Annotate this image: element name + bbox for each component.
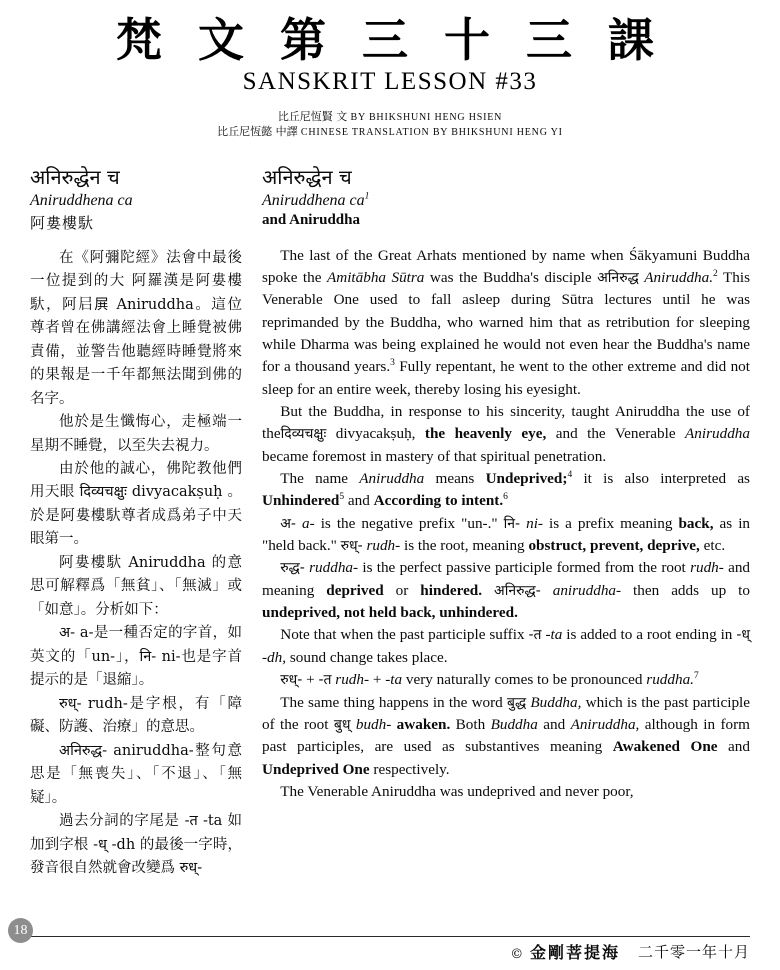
masthead bbox=[30, 10, 750, 141]
footer-issue-date: 二千零一年十月 bbox=[637, 942, 750, 961]
chinese-text-block bbox=[30, 247, 242, 881]
footer-divider bbox=[30, 936, 750, 937]
footer-imprint bbox=[510, 940, 750, 963]
left-heading-devanagari: अनिरुद्धेन च bbox=[30, 164, 120, 189]
devanagari-inline: -त bbox=[528, 627, 542, 644]
column-english bbox=[258, 163, 750, 905]
byline-translator bbox=[30, 125, 750, 140]
paragraph: 過去分詞的字尾是 -त -ta 如加到字根 -ध् -dh 的最後一字時，發音很自然就會改變爲 रुध्- bbox=[30, 813, 242, 877]
devanagari-inline: रुद्ध- bbox=[280, 560, 305, 577]
paragraph: But the Buddha, in response to his sincerity, taught Aniruddha the use of theदिव्यचक्षुः divyacakṣuḥ, the heavenly eye, and the Venerable Aniruddha became foremost in mastery of that spiritual penetration. bbox=[262, 403, 750, 465]
devanagari-inline: बुध् bbox=[333, 716, 351, 733]
footnote-marker-4: 4 bbox=[567, 470, 573, 481]
footnote-marker-3: 3 bbox=[390, 358, 395, 369]
paragraph: रुद्ध- ruddha- is the perfect passive participle formed from the root rudh- and meaning deprived or hindered. अनिरुद्ध- aniruddha- then adds up to undeprived, not held back, unhindered. bbox=[262, 559, 751, 622]
byline-author-cjk: 比丘尼恆賢 文 bbox=[277, 110, 348, 124]
english-text-block bbox=[262, 245, 750, 804]
paragraph: रुध्- + -त rudh- + -ta very naturally comes to be pronounced ruddha.$^7$ bbox=[280, 671, 699, 689]
footer-journal-group bbox=[510, 940, 620, 963]
article-body bbox=[30, 163, 750, 905]
right-heading-transliteration-text: Aniruddhena ca bbox=[262, 191, 365, 209]
devanagari-inline: अनिरुद्ध- bbox=[494, 582, 541, 599]
devanagari-inline: रुध्- bbox=[280, 672, 303, 689]
paragraph: अ- a- is the negative prefix "un-." नि- ni- is a prefix meaning back, as in "held back." रुध्- rudh- is the root, meaning obstruct, prevent, deprive, etc. bbox=[262, 514, 751, 555]
devanagari-inline: -ध् bbox=[736, 627, 751, 644]
paragraph: The name Aniruddha means Undeprived;$^4$ it is also interpreted as Unhindered$^5$ and According to intent.$^6$ bbox=[262, 470, 750, 510]
footnote-marker-6: 6 bbox=[503, 492, 508, 503]
copyright-icon: © bbox=[510, 946, 524, 962]
devanagari-inline: -त bbox=[318, 672, 332, 689]
right-heading-english: and Aniruddha bbox=[262, 211, 360, 228]
devanagari-inline: अ- bbox=[280, 515, 296, 532]
devanagari-inline: दिव्यचक्षुः bbox=[280, 426, 327, 443]
footnote-marker-7: 7 bbox=[693, 671, 699, 682]
byline-translator-en: CHINESE TRANSLATION BY BHIKSHUNI HENG YI bbox=[300, 127, 563, 139]
paragraph: The Venerable Aniruddha was undeprived and never poor, bbox=[280, 782, 634, 800]
paragraph: 阿婁樓馱 Aniruddha 的意思可解釋爲「無貧」、「無滅」或「如意」。分析如下： bbox=[30, 554, 242, 618]
footer-journal-name: 金剛菩提海 bbox=[529, 942, 620, 962]
paragraph: 他於是生懺悔心，走極端一星期不睡覺，以至失去視力。 bbox=[30, 414, 242, 454]
page-number-badge: 18 bbox=[8, 918, 33, 943]
page-footer bbox=[30, 938, 750, 964]
paragraph: 在《阿彌陀經》法會中最後一位提到的大 阿羅漢是阿婁樓馱，阿𡰪𡱒 Aniruddha。這位尊者曾在佛講經法會上睡覺被佛責備，並警告他聽經時睡覺將來的果報是一千年都無法聞到佛的名字。 bbox=[30, 249, 242, 407]
paragraph: 由於他的誠心，佛陀教他們用天眼 दिव्यचक्षुः divyacakṣuḥ 。於是阿婁樓馱尊者成爲弟子中天眼第一。 bbox=[30, 461, 242, 548]
byline-author-en: BY BHIKSHUNI HENG HSIEN bbox=[350, 112, 503, 124]
left-heading-chinese: 阿婁樓馱 bbox=[30, 213, 95, 232]
footnote-marker-5: 5 bbox=[339, 492, 345, 503]
right-heading-devanagari: अनिरुद्धेन च bbox=[262, 164, 352, 189]
paragraph: The last of the Great Arhats mentioned by name when Śākyamuni Buddha spoke the Amitābha Sūtra was the Buddha's disciple अनिरुद्ध Aniruddha.$^2$ This Venerable One used to fall asleep during Sūtra lectures until he was reprimanded by the Buddha, who warned him that as retribution for sleeping while Dharma was being explained he would not even hear the Buddha's name for a thousand years.$^3$ Fully repentant, he went to the other extreme and did not sleep for an entire week, thereby losing his eyesight. bbox=[262, 246, 750, 398]
page-title-cjk: 梵 文 第 三 十 三 課 bbox=[115, 13, 665, 67]
column-chinese bbox=[30, 163, 258, 905]
byline-author bbox=[30, 110, 750, 125]
paragraph: Note that when the past participle suffix -त -ta is added to a root ending in -ध् -dh, sound change takes place. bbox=[262, 626, 751, 666]
left-heading-transliteration: Aniruddhena ca bbox=[30, 191, 133, 209]
right-heading-transliteration bbox=[262, 192, 750, 210]
devanagari-inline: नि- bbox=[503, 515, 521, 532]
devanagari-inline: अनिरुद्ध bbox=[597, 269, 639, 286]
paragraph: अ- a-是一種否定的字首，如英文的「un-」，नि- ni-也是字首提示的是「退縮」。 bbox=[30, 625, 242, 689]
paragraph: अनिरुद्ध- aniruddha-整句意思是「無喪失」、「不退」、「無疑」。 bbox=[30, 742, 242, 806]
footnote-marker-2: 2 bbox=[713, 268, 718, 279]
byline-block bbox=[30, 110, 750, 140]
footnote-marker-1: 1 bbox=[364, 191, 370, 202]
devanagari-inline: बुद्ध bbox=[506, 694, 527, 711]
lesson-title-text: SANSKRIT LESSON #33 bbox=[242, 68, 538, 96]
byline-translator-cjk: 比丘尼恆懿 中譯 bbox=[217, 125, 298, 139]
page-title-english bbox=[30, 68, 750, 96]
paragraph: The same thing happens in the word बुद्ध Buddha, which is the past participle of the root बुध् budh- awaken. Both Buddha and Aniruddha, although in form past participles, are used as substantives meaning Awakened One and Undeprived One respectively. bbox=[262, 693, 751, 778]
devanagari-inline: रुध्- bbox=[340, 538, 363, 555]
paragraph: रुध्- rudh-是字根，有「障礙、防護、治療」的意思。 bbox=[30, 695, 242, 736]
